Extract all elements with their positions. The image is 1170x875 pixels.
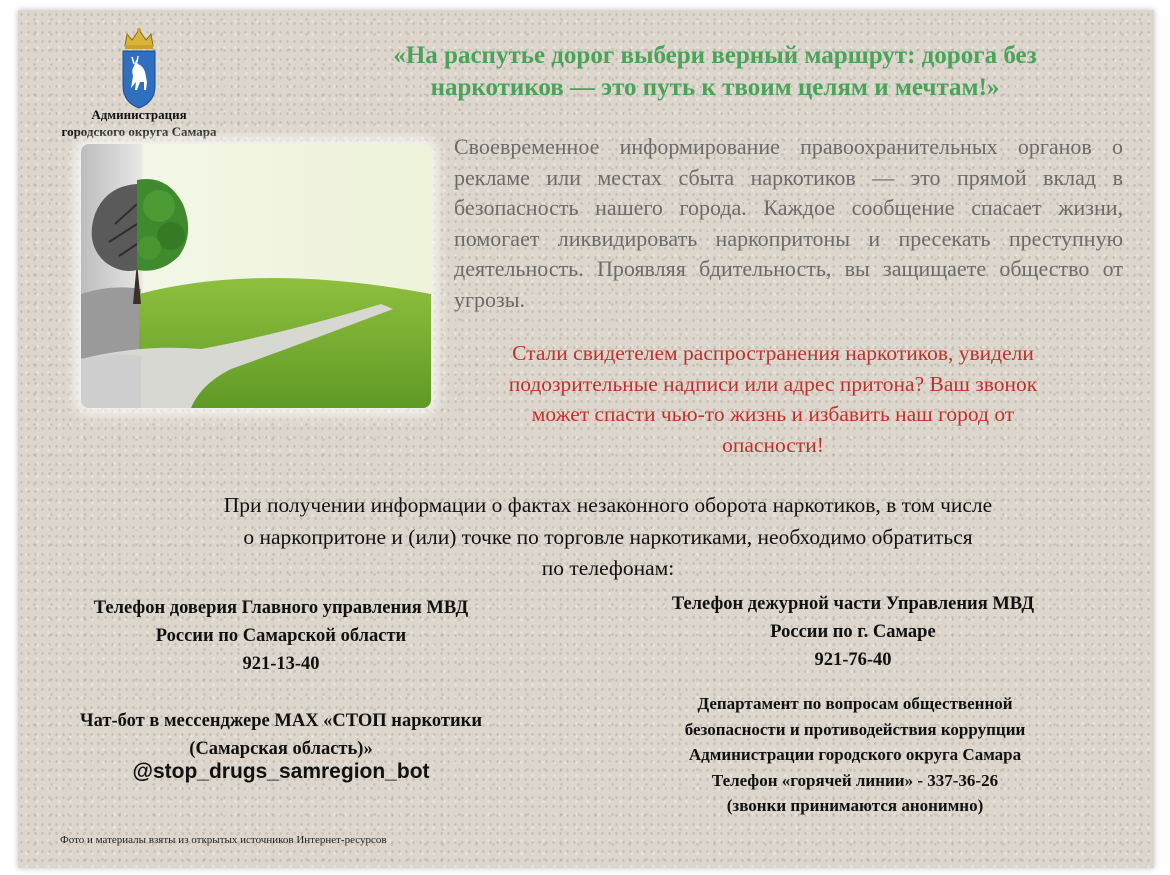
trust-phone-number: 921-13-40 (242, 654, 320, 674)
administration-name (44, 106, 234, 140)
admin-name-line1: Администрация (91, 107, 187, 122)
admin-name-line2: городского округа Самара (61, 124, 217, 139)
instruction-line1: При получении информации о фактах незаконного оборота наркотиков, в том числе (223, 493, 993, 517)
chatbot-title-line2: (Самарская область)» (189, 739, 373, 759)
dept-line2: безопасности и противодействия коррупции (684, 719, 1026, 739)
duty-phone-title-line2: России по г. Самаре (770, 622, 936, 642)
duty-phone-block (628, 590, 1078, 674)
warning-line4: опасности! (722, 432, 824, 457)
poster (18, 10, 1154, 868)
instruction-line3: по телефонам: (541, 556, 675, 580)
dept-hotline: Телефон «горячей линии» - 337-36-26 (711, 770, 999, 790)
duty-phone-number: 921-76-40 (814, 650, 892, 670)
slogan-line2: наркотиков — это путь к твоим целям и мечтам!» (430, 74, 1000, 101)
trust-phone-title-line2: России по Самарской области (155, 626, 407, 646)
dept-line1: Департамент по вопросам общественной (697, 694, 1013, 713)
dept-anonymous-note: (звонки принимаются анонимно) (726, 796, 984, 815)
dept-line3: Администрации городского округа Самара (688, 745, 1022, 764)
warning-line1: Стали свидетелем распространения наркотиков, увидели (512, 341, 1034, 365)
instruction-line2: о наркопритоне и (или) точке по торговле наркотиками, необходимо обратиться (243, 524, 973, 549)
department-block (630, 691, 1080, 819)
witness-warning (458, 338, 1088, 460)
chatbot-block (46, 707, 516, 763)
source-footnote: Фото и материалы взяты из открытых источников Интернет-ресурсов (60, 834, 387, 846)
samara-coat-of-arms-icon (119, 24, 159, 114)
slogan-line1: «На распутье дорог выбери верный маршрут: дорога без (393, 42, 1037, 69)
chatbot-handle: @stop_drugs_samregion_bot (132, 760, 430, 783)
chatbot-title-line1: Чат-бот в мессенджере MAX «СТОП наркотики (80, 711, 482, 731)
instruction-text (98, 490, 1118, 585)
trust-phone-title-line1: Телефон доверия Главного управления МВД (93, 598, 469, 618)
warning-line2: подозрительные надписи или адрес притона? Ваш звонок (508, 371, 1038, 396)
info-paragraph: Своевременное информирование правоохранительных органов о рекламе или местах сбыта наркотиков — это прямой вклад в безопасность нашего города. Каждое сообщение спасает жизни, помогает ликвидировать наркопритоны и пресекать преступную деятельность. Проявляя бдительность, вы защищаете общество от угрозы. (454, 134, 1123, 312)
trust-phone-block (46, 594, 516, 678)
slogan-heading (330, 40, 1100, 104)
warning-line3: может спасти чью-то жизнь и избавить наш город от (531, 402, 1015, 426)
duty-phone-title-line1: Телефон дежурной части Управления МВД (671, 594, 1035, 614)
crossroads-tree-photo (81, 144, 431, 408)
